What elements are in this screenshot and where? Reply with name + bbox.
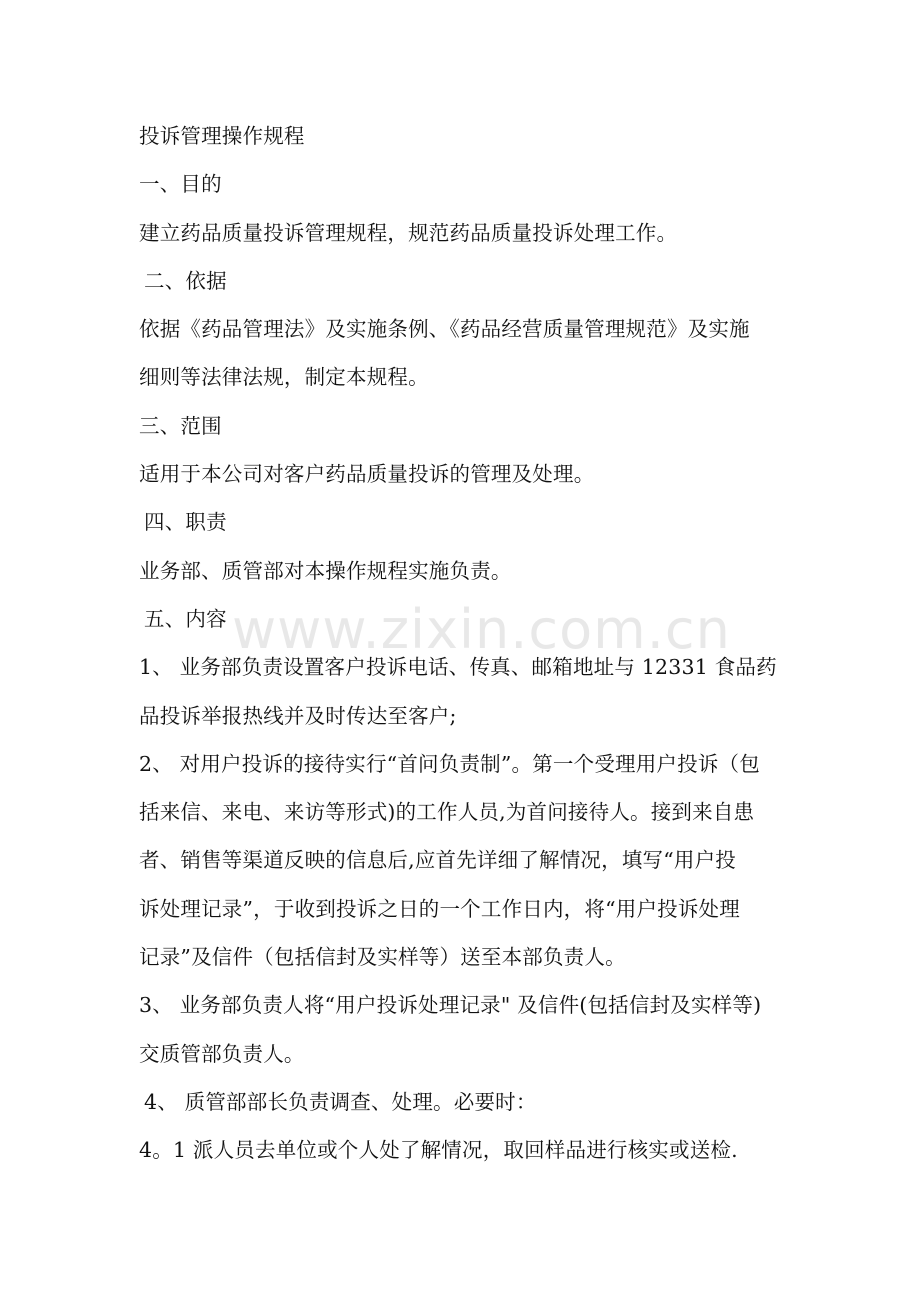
paragraph-line: 者、销售等渠道反映的信息后,应首先详细了解情况，填写“用户投 — [139, 848, 736, 873]
paragraph-line: 建立药品质量投诉管理规程，规范药品质量投诉处理工作。 — [139, 220, 678, 245]
section-heading-scope: 三、范围 — [139, 413, 222, 438]
paragraph-line: 4、 质管部部长负责调查、处理。必要时： — [144, 1089, 537, 1114]
document-title: 投诉管理操作规程 — [139, 124, 305, 148]
paragraph-line: 诉处理记录”，于收到投诉之日的一个工作日内，将“用户投诉处理 — [139, 896, 740, 921]
paragraph-line: 品投诉举报热线并及时传达至客户; — [139, 703, 457, 728]
paragraph-line: 2、 对用户投诉的接待实行“首问负责制”。第一个受理用户投诉（包 — [139, 751, 760, 776]
paragraph-line: 括来信、来电、来访等形式)的工作人员,为首问接待人。接到来自患 — [139, 800, 755, 825]
paragraph-line: 4。1 派人员去单位或个人处了解情况，取回样品进行核实或送检. — [139, 1138, 738, 1163]
paragraph-line: 交质管部负责人。 — [139, 1041, 305, 1066]
paragraph-line: 依据《药品管理法》及实施条例、《药品经营质量管理规范》及实施 — [139, 317, 750, 342]
section-heading-purpose: 一、目的 — [139, 172, 222, 197]
paragraph-line: 记录”及信件（包括信封及实样等）送至本部负责人。 — [139, 945, 626, 970]
paragraph-line: 适用于本公司对客户药品质量投诉的管理及处理。 — [139, 462, 595, 487]
section-heading-content: 五、内容 — [144, 606, 227, 631]
paragraph-line: 业务部、质管部对本操作规程实施负责。 — [139, 558, 512, 583]
paragraph-line: 1、 业务部负责设置客户投诉电话、传真、邮箱地址与 12331 食品药 — [139, 655, 777, 680]
paragraph-line: 3、 业务部负责人将“用户投诉处理记录" 及信件(包括信封及实样等) — [139, 993, 762, 1018]
document-body — [139, 112, 789, 1175]
watermark: www.zixin.com.cn — [232, 598, 731, 661]
section-heading-basis: 二、依据 — [144, 268, 227, 293]
paragraph-line: 细则等法律法规，制定本规程。 — [139, 365, 429, 390]
section-heading-duties: 四、职责 — [144, 510, 227, 535]
